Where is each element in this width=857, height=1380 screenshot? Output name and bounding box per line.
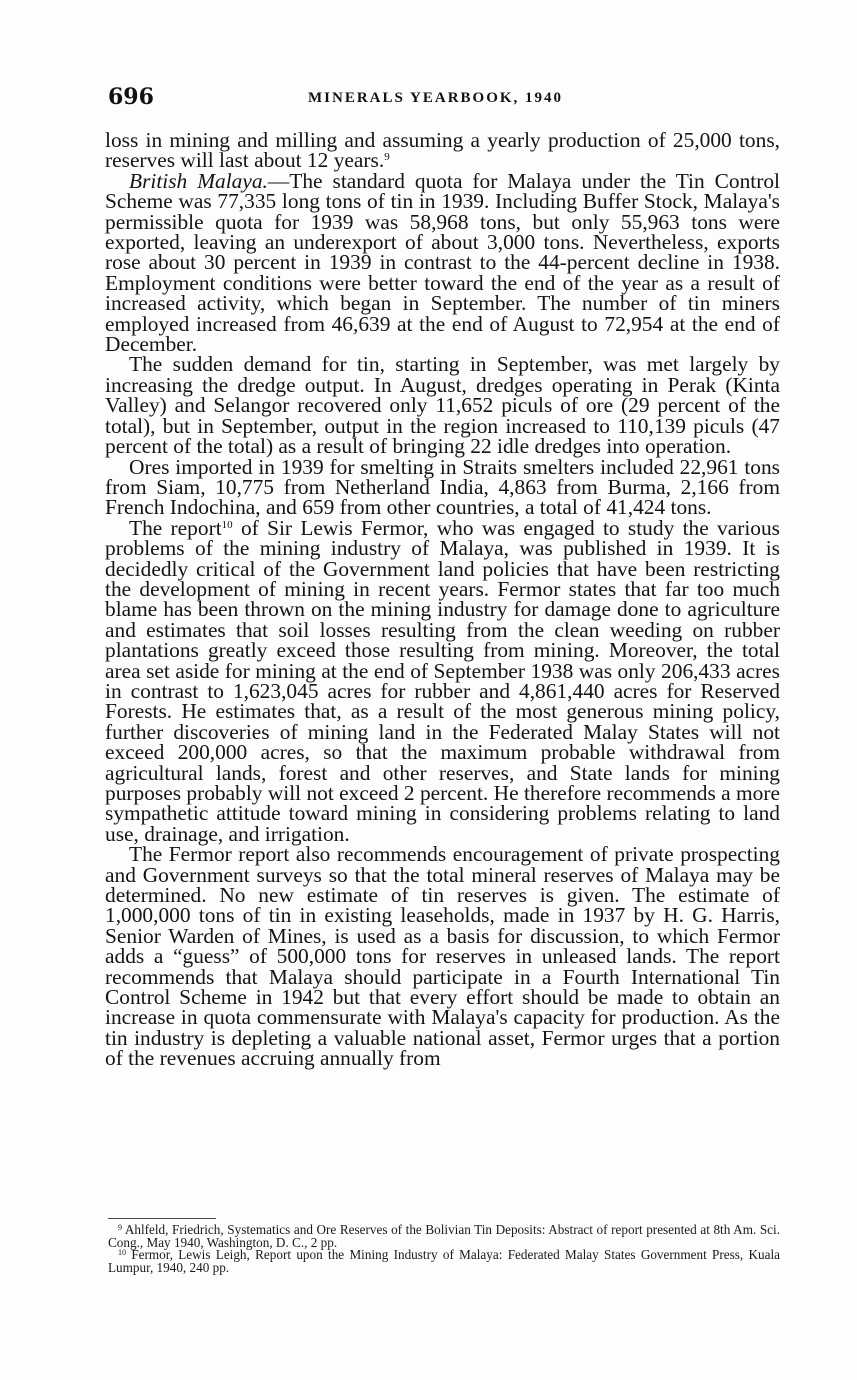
paragraph-text: The report	[129, 515, 222, 540]
footnote-reference: 10	[221, 518, 233, 531]
section-lead: British Malaya.	[129, 168, 268, 193]
footnote-text: Ahlfeld, Friedrich, Systematics and Ore Reserves of the Bolivian Tin Deposits: Abstract of report presented at 8th Am. Sci. Cong., May 1940, Washington, D. C., 2 pp.	[108, 1222, 780, 1250]
footnote	[108, 1249, 780, 1274]
page-number: 696	[108, 84, 154, 110]
paragraph-ores-imported	[105, 454, 780, 520]
body-text	[105, 130, 780, 1069]
paragraph-british-malaya	[105, 168, 780, 357]
footnote	[108, 1224, 780, 1249]
paragraph-text: Ores imported in 1939 for smelting in Straits smelters included 22,961 tons from Siam, 10,775 from Netherland India, 4,863 from Burma, 2,166 from French Indochina, and 659 from other countries, a total of 41,424 tons.	[105, 454, 780, 520]
footnote-reference: 9	[384, 151, 390, 164]
paragraph-text: The sudden demand for tin, starting in September, was met largely by increasing the dredge output. In August, dredges operating in Perak (Kinta Valley) and Selangor recovered only 11,652 piculs of ore (29 percent of the total), but in September, output in the region increased to 110,139 piculs (47 percent of the total) as a result of bringing 22 idle dredges into operation.	[105, 352, 780, 459]
paragraph-dredge-output	[105, 352, 780, 459]
footnotes	[108, 1224, 780, 1274]
footnote-mark: 10	[118, 1248, 126, 1258]
running-title: MINERALS YEARBOOK, 1940	[308, 90, 564, 106]
paragraph-text: loss in mining and milling and assuming a yearly production of 25,000 tons, reserves will last about 12 years.	[105, 128, 780, 173]
page-header	[108, 84, 780, 114]
paragraph-text: —The standard quota for Malaya under the Tin Control Scheme was 77,335 long tons of tin in 1939. Including Buffer Stock, Malaya's permissible quota for 1939 was 58,968 tons, but only 55,963 tons were exported, leaving an underexport of about 3,000 tons. Nevertheless, exports rose about 30 percent in 1939 in contrast to the 44-percent decline in 1938. Employment conditions were better toward the end of the year as a result of increased activity, which began in September. The number of tin miners employed increased from 46,639 at the end of August to 72,954 at the end of December.	[105, 168, 780, 357]
footnote-divider	[108, 1218, 216, 1219]
footnote-text: Fermor, Lewis Leigh, Report upon the Mining Industry of Malaya: Federated Malay States Government Press, Kuala Lumpur, 1940, 240 pp.	[108, 1247, 780, 1275]
paragraph-continuation	[105, 130, 780, 171]
footnote-mark: 9	[118, 1223, 122, 1232]
paragraph-text: of Sir Lewis Fermor, who was engaged to study the various problems of the mining industry of Malaya, was published in 1939. It is decidedly critical of the Government land policies that have been restricting the development of mining in recent years. Fermor states that far too much blame has been thrown on the mining industry for damage done to agriculture and estimates that soil losses resulting from the clean weeding on rubber plantations greatly exceed those resulting from mining. Moreover, the total area set aside for mining at the end of September 1938 was only 206,433 acres in contrast to 1,623,045 acres for rubber and 4,861,440 acres for Reserved Forests. He estimates that, as a result of the most generous mining policy, further discoveries of mining land in the Federated Malay States will not exceed 200,000 acres, so that the maximum probable withdrawal from agricultural lands, forest and other reserves, and State lands for mining purposes probably will not exceed 2 percent. He therefore recommends a more sympathetic attitude toward mining in considering problems relating to land use, drainage, and irrigation.	[105, 515, 780, 846]
paragraph-text: The Fermor report also recommends encouragement of private prospecting and Government surveys so that the total mineral reserves of Malaya may be determined. No new estimate of tin reserves is given. The estimate of 1,000,000 tons of tin in existing leaseholds, made in 1937 by H. G. Harris, Senior Warden of Mines, is used as a basis for discussion, to which Fermor adds a “guess” of 500,000 tons for reserves in unleased lands. The report recommends that Malaya should participate in a Fourth International Tin Control Scheme in 1942 but that every effort should be made to obtain an increase in quota commensurate with Malaya's capacity for production. As the tin industry is depleting a valuable national asset, Fermor urges that a portion of the revenues accruing annually from	[105, 842, 780, 1071]
paragraph-fermor-report	[105, 515, 780, 846]
paragraph-fermor-recommendations	[105, 842, 780, 1071]
